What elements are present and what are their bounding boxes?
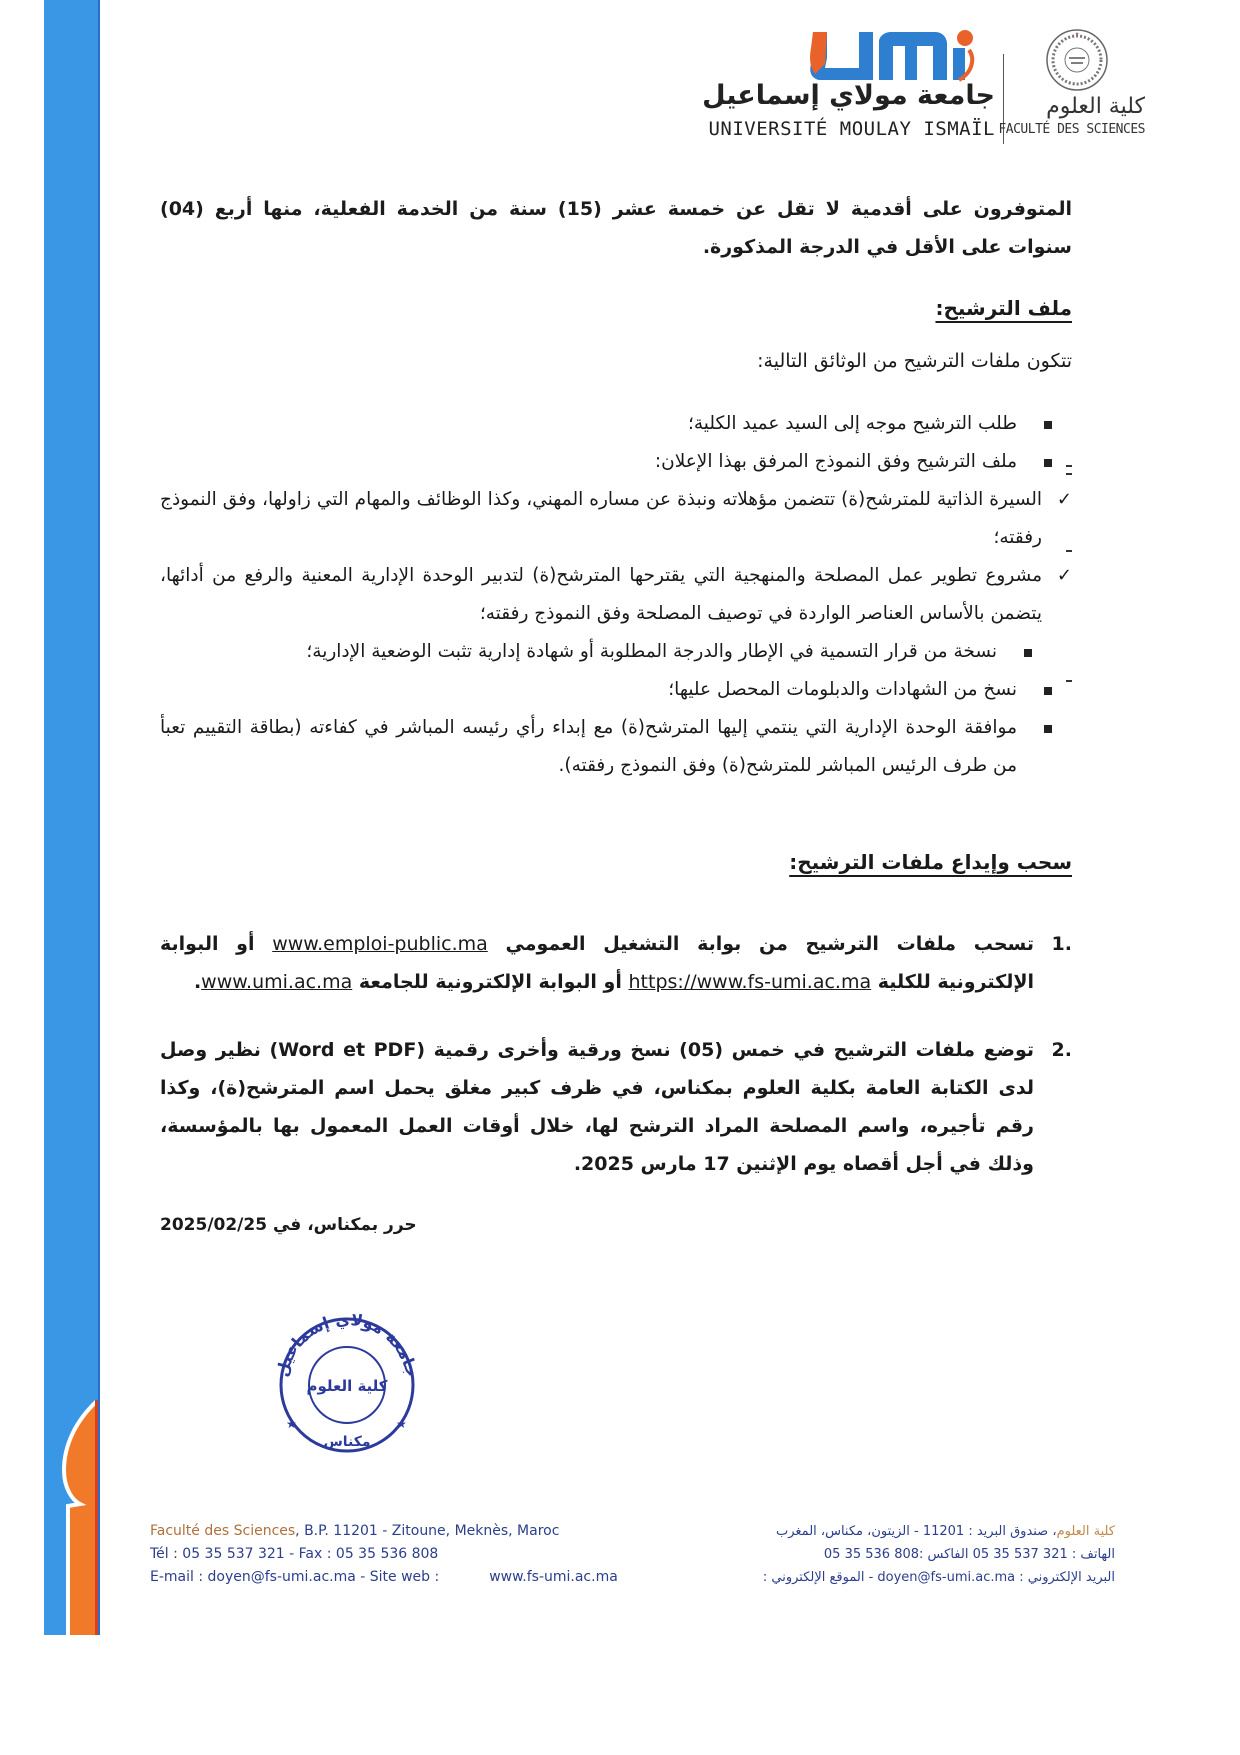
square-bullet-icon (1044, 725, 1052, 733)
university-website-link[interactable]: www.umi.ac.ma (201, 971, 353, 993)
stamp-outer-text: جامعة مولاي إسماعيل (272, 1309, 422, 1379)
star-icon: ★ (396, 1417, 407, 1431)
faculty-seal-icon (1045, 28, 1109, 92)
checkmark-icon: ✓ (1056, 489, 1072, 510)
footer-phone-fax-fr: Tél : 05 35 537 321 - Fax : 05 35 536 808 (150, 1546, 439, 1562)
square-bullet-icon (1044, 687, 1052, 695)
footer-address-fr: Faculté des Sciences, B.P. 11201 - Zitoune, Meknès, Maroc (150, 1523, 560, 1539)
footer-email-ar: البريد الإلكتروني : doyen@fs-umi.ac.ma - الموقع الإلكتروني : (762, 1570, 1115, 1585)
list-item: ملف الترشيح وفق النموذج المرفق بهذا الإعلان: (160, 443, 1072, 481)
step-item: 1. تسحب ملفات الترشيح من بوابة التشغيل العمومي www.emploi-public.ma أو البوابة الإلكترونية للكلية https://www.fs-umi.ac.ma أو البوابة الإلكترونية للجامعة www.umi.ac.ma. (160, 933, 1072, 993)
sublist-item: ✓ السيرة الذاتية للمترشح(ة) تتضمن مؤهلاته ونبذة عن مساره المهني، وكذا الوظائف والمهام التي زاولها، وفق النموذج رفقته؛ (160, 481, 1072, 557)
signed-place-date: حرر بمكناس، في 2025/02/25 (160, 1215, 417, 1235)
star-icon: ★ (286, 1417, 297, 1431)
umi-logo-mark-icon (805, 28, 985, 84)
stamp-inner-text: كلية العلوم (306, 1377, 388, 1395)
list-item: طلب الترشيح موجه إلى السيد عميد الكلية؛ (160, 405, 1072, 443)
checkmark-icon: ✓ (1056, 565, 1072, 586)
list-item: نسخة من قرار التسمية في الإطار والدرجة المطلوبة أو شهادة إدارية تثبت الوضعية الإدارية؛ (160, 633, 1072, 671)
list-item: نسخ من الشهادات والدبلومات المحصل عليها؛ (160, 671, 1072, 709)
footer-email-fr: E-mail : doyen@fs-umi.ac.ma - Site web : www.fs-umi.ac.ma (150, 1569, 618, 1585)
faculty-name-arabic: كلية العلوم (1046, 94, 1145, 119)
step-item: 2. توضع ملفات الترشيح في خمس (05) نسخ ورقية وأخرى رقمية (Word et PDF) نظير وصل لدى الكتابة العامة بكلية العلوم بمكناس، في ظرف كبير مغلق يحمل اسم المترشح(ة)، وكذا رقم تأجيره، واسم المصلحة المراد الترشح لها، خلال أوقات العمل المعمول بها بالمؤسسة، وذلك في أجل أقصاه يوم الإثنين 17 مارس 2025. (160, 1039, 1072, 1175)
application-file-list (160, 405, 1072, 785)
square-bullet-icon (1044, 459, 1052, 467)
left-orange-arch-decoration (58, 1400, 98, 1635)
official-stamp (262, 1300, 432, 1455)
footer-phone-fax-ar: الهاتف : 321 537 35 05 الفاكس :808 536 35 05 (823, 1547, 1115, 1562)
square-bullet-icon (1044, 421, 1052, 429)
emploi-public-link[interactable]: www.emploi-public.ma (272, 933, 488, 955)
application-file-section (160, 296, 1072, 320)
application-sublist (160, 481, 1072, 633)
footer-website-link[interactable]: www.fs-umi.ac.ma (489, 1569, 618, 1585)
margin-scan-marks (1066, 455, 1074, 695)
withdrawal-steps (160, 925, 1072, 1183)
sublist-item: ✓ مشروع تطوير عمل المصلحة والمنهجية التي يقترحها المترشح(ة) لتدبير الوحدة الإدارية المعنية والرفع من أدائها، يتضمن بالأساس العناصر الواردة في توصيف المصلحة وفق النموذج رفقته؛ (160, 557, 1072, 633)
faculty-name-french: FACULTÉ DES SCIENCES (998, 122, 1145, 137)
withdrawal-submission-section (160, 850, 1072, 874)
square-bullet-icon (1024, 649, 1032, 657)
stamp-bottom-text: مكناس (323, 1434, 371, 1450)
footer-french (150, 1520, 618, 1589)
withdrawal-submission-heading: سحب وإيداع ملفات الترشيح: (789, 850, 1072, 874)
header-logos (702, 24, 1145, 149)
university-name-french: UNIVERSITÉ MOULAY ISMAÏL (708, 118, 995, 140)
footer-arabic (763, 1520, 1115, 1589)
svg-text:✦: ✦ (1074, 31, 1080, 38)
footer-address-ar: كلية العلوم، صندوق البريد : 11201 - الزيتون، مكناس، المغرب (776, 1524, 1115, 1539)
university-name-arabic: جامعة مولاي إسماعيل (702, 80, 995, 111)
faculty-website-link[interactable]: https://www.fs-umi.ac.ma (628, 971, 872, 993)
faculty-logo (998, 24, 1145, 149)
list-item: موافقة الوحدة الإدارية التي ينتمي إليها المترشح(ة) مع إبداء رأي رئيسه المباشر في كفاءته (بطاقة التقييم تعبأ من طرف الرئيس المباشر للمترشح(ة) وفق النموذج رفقته). (160, 709, 1072, 785)
application-file-heading: ملف الترشيح: (935, 296, 1072, 320)
university-logo (702, 24, 995, 144)
application-file-intro: تتكون ملفات الترشيح من الوثائق التالية: (757, 350, 1072, 372)
left-blue-strip (44, 0, 100, 1635)
opening-paragraph: المتوفرون على أقدمية لا تقل عن خمسة عشر (15) سنة من الخدمة الفعلية، منها أربع (04) سنوات على الأقل في الدرجة المذكورة. (160, 198, 1072, 258)
